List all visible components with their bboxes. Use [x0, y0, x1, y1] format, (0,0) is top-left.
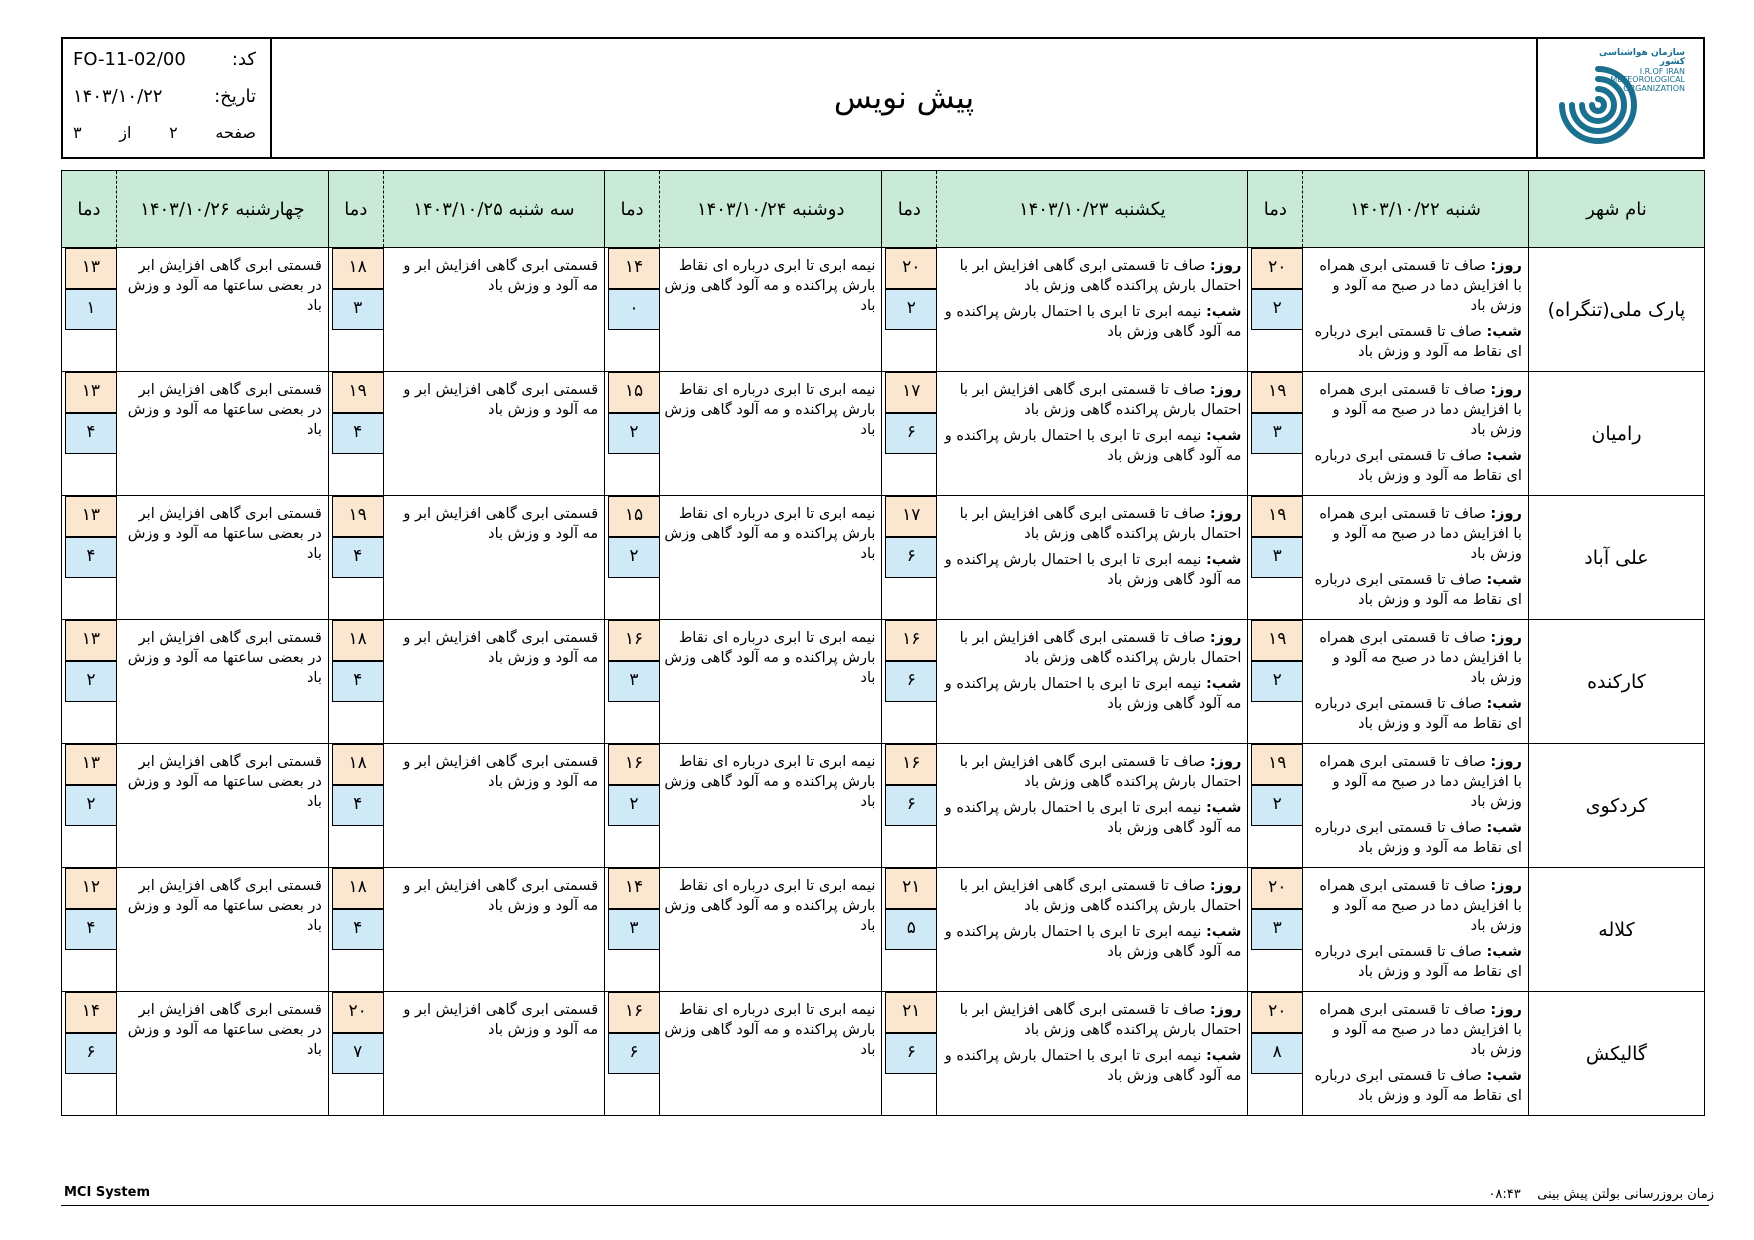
forecast-text: نیمه ابری تا ابری درباره ای نقاط بارش پراکنده و مه آلود گاهی وزش باد [664, 258, 876, 314]
min-temp: ۳ [608, 909, 660, 950]
min-temp: ۲ [885, 289, 937, 330]
document-header [61, 37, 1705, 159]
day-forecast [941, 256, 1241, 296]
max-temp: ۱۳ [65, 620, 117, 661]
min-temp: ۶ [608, 1033, 660, 1074]
temps-day-1 [1248, 248, 1303, 372]
forecast-desc-day-5 [116, 868, 328, 992]
night-label: شب: [1486, 324, 1522, 340]
max-temp: ۱۹ [332, 372, 384, 413]
day-forecast [941, 1000, 1241, 1040]
day-label: روز: [1209, 630, 1242, 646]
min-temp: ۳ [1251, 413, 1303, 454]
day-label: روز: [1209, 754, 1242, 770]
max-temp: ۱۸ [332, 620, 384, 661]
day-label: روز: [1490, 878, 1522, 894]
night-text: نیمه ابری تا ابری با احتمال بارش پراکنده و مه آلود گاهی وزش باد [944, 800, 1242, 836]
temps-day-5 [62, 992, 117, 1116]
min-temp: ۶ [885, 785, 937, 826]
forecast-desc-day-5 [116, 372, 328, 496]
temps-day-4 [328, 372, 383, 496]
forecast-desc-day-4 [383, 372, 604, 496]
temps-day-1 [1248, 496, 1303, 620]
max-temp: ۲۰ [1251, 248, 1303, 289]
night-label: شب: [1205, 428, 1242, 444]
night-forecast [1307, 1066, 1522, 1106]
city-name: پارک ملی(تنگراه) [1528, 248, 1704, 372]
min-temp: ۶ [885, 1033, 937, 1074]
max-temp: ۱۶ [885, 744, 937, 785]
forecast-text: قسمتی ابری گاهی افزایش ابر و مه آلود و وزش باد [403, 1002, 599, 1038]
forecast-text: قسمتی ابری گاهی افزایش ابر در بعضی ساعتها مه آلود و وزش باد [127, 1002, 322, 1058]
night-label: شب: [1205, 676, 1242, 692]
forecast-text: قسمتی ابری گاهی افزایش ابر و مه آلود و وزش باد [403, 878, 599, 914]
forecast-desc-day-4 [383, 744, 604, 868]
forecast-desc-day-1 [1303, 620, 1529, 744]
min-temp: ۴ [332, 785, 384, 826]
max-temp: ۲۱ [885, 868, 937, 909]
max-temp: ۱۵ [608, 496, 660, 537]
forecast-text: قسمتی ابری گاهی افزایش ابر در بعضی ساعتها مه آلود و وزش باد [127, 754, 322, 810]
day-header-4: سه شنبه ۱۴۰۳/۱۰/۲۵ [383, 171, 604, 248]
page-label: صفحه [215, 123, 256, 142]
update-time-value: ۰۸:۴۳ [1488, 1187, 1521, 1202]
forecast-desc-day-2 [937, 372, 1248, 496]
night-forecast [941, 302, 1241, 342]
day-text: صاف تا قسمتی ابری همراه با افزایش دما در صبح مه آلود و وزش باد [1319, 754, 1522, 810]
code-row [73, 49, 256, 70]
min-temp: ۰ [608, 289, 660, 330]
temps-day-2 [882, 744, 937, 868]
table-row [62, 620, 1705, 744]
max-temp: ۲۰ [1251, 868, 1303, 909]
temps-day-5 [62, 372, 117, 496]
day-header-3: دوشنبه ۱۴۰۳/۱۰/۲۴ [659, 171, 882, 248]
max-temp: ۱۹ [1251, 620, 1303, 661]
forecast-text: قسمتی ابری گاهی افزایش ابر و مه آلود و وزش باد [403, 754, 599, 790]
forecast-text: قسمتی ابری گاهی افزایش ابر در بعضی ساعتها مه آلود و وزش باد [127, 506, 322, 562]
day-text: صاف تا قسمتی ابری گاهی افزایش ابر با احتمال بارش پراکنده گاهی وزش باد [959, 878, 1242, 914]
forecast-desc-day-5 [116, 744, 328, 868]
temps-day-3 [605, 496, 660, 620]
temps-day-2 [882, 496, 937, 620]
day-text: صاف تا قسمتی ابری گاهی افزایش ابر با احتمال بارش پراکنده گاهی وزش باد [959, 506, 1242, 542]
night-forecast [1307, 570, 1522, 610]
day-text: صاف تا قسمتی ابری همراه با افزایش دما در صبح مه آلود و وزش باد [1319, 630, 1522, 686]
day-forecast [1307, 380, 1522, 440]
forecast-desc-day-1 [1303, 744, 1529, 868]
min-temp: ۶ [885, 661, 937, 702]
min-temp: ۴ [65, 413, 117, 454]
temps-day-1 [1248, 372, 1303, 496]
day-header-5: چهارشنبه ۱۴۰۳/۱۰/۲۶ [116, 171, 328, 248]
night-forecast [941, 1046, 1241, 1086]
forecast-desc-day-5 [116, 248, 328, 372]
logo-text-en-2: METEOROLOGICAL [1610, 75, 1685, 85]
forecast-desc-day-5 [116, 992, 328, 1116]
city-header: نام شهر [1528, 171, 1704, 248]
forecast-text: قسمتی ابری گاهی افزایش ابر در بعضی ساعتها مه آلود و وزش باد [127, 630, 322, 686]
temps-day-4 [328, 992, 383, 1116]
forecast-desc-day-3 [659, 744, 882, 868]
temps-day-3 [605, 620, 660, 744]
temps-day-2 [882, 248, 937, 372]
temps-day-3 [605, 372, 660, 496]
forecast-text: قسمتی ابری گاهی افزایش ابر در بعضی ساعتها مه آلود و وزش باد [127, 258, 322, 314]
day-header-1: شنبه ۱۴۰۳/۱۰/۲۲ [1303, 171, 1529, 248]
table-row [62, 744, 1705, 868]
temp-header-2: دما [882, 171, 937, 248]
forecast-desc-day-4 [383, 992, 604, 1116]
max-temp: ۱۴ [608, 868, 660, 909]
temps-day-2 [882, 868, 937, 992]
day-text: صاف تا قسمتی ابری گاهی افزایش ابر با احتمال بارش پراکنده گاهی وزش باد [959, 754, 1242, 790]
night-text: صاف تا قسمتی ابری درباره ای نقاط مه آلود و وزش باد [1314, 944, 1522, 980]
day-forecast [941, 628, 1241, 668]
page-total: ۳ [73, 123, 82, 142]
forecast-text: نیمه ابری تا ابری درباره ای نقاط بارش پراکنده و مه آلود گاهی وزش باد [664, 754, 876, 810]
min-temp: ۲ [608, 413, 660, 454]
forecast-desc-day-1 [1303, 372, 1529, 496]
table-row [62, 372, 1705, 496]
max-temp: ۱۸ [332, 744, 384, 785]
max-temp: ۱۸ [332, 868, 384, 909]
date-value: ۱۴۰۳/۱۰/۲۲ [73, 86, 163, 107]
temps-day-3 [605, 744, 660, 868]
date-row [73, 86, 256, 107]
update-time [1488, 1187, 1714, 1202]
min-temp: ۳ [1251, 909, 1303, 950]
table-header-row [62, 171, 1705, 248]
temps-day-2 [882, 372, 937, 496]
max-temp: ۱۳ [65, 496, 117, 537]
city-name: علی آباد [1528, 496, 1704, 620]
city-name: رامیان [1528, 372, 1704, 496]
date-label: تاریخ: [214, 86, 256, 107]
page-of: از [119, 123, 132, 142]
forecast-desc-day-2 [937, 744, 1248, 868]
min-temp: ۲ [1251, 785, 1303, 826]
forecast-desc-day-3 [659, 620, 882, 744]
forecast-text: نیمه ابری تا ابری درباره ای نقاط بارش پراکنده و مه آلود گاهی وزش باد [664, 382, 876, 438]
night-text: نیمه ابری تا ابری با احتمال بارش پراکنده و مه آلود گاهی وزش باد [944, 1048, 1242, 1084]
forecast-text: قسمتی ابری گاهی افزایش ابر و مه آلود و وزش باد [403, 630, 599, 666]
day-label: روز: [1490, 382, 1522, 398]
temps-day-3 [605, 248, 660, 372]
night-text: صاف تا قسمتی ابری درباره ای نقاط مه آلود و وزش باد [1314, 572, 1522, 608]
max-temp: ۱۶ [608, 992, 660, 1033]
day-forecast [1307, 628, 1522, 688]
code-value: FO-11-02/00 [73, 49, 186, 70]
night-text: صاف تا قسمتی ابری درباره ای نقاط مه آلود و وزش باد [1314, 1068, 1522, 1104]
night-text: نیمه ابری تا ابری با احتمال بارش پراکنده و مه آلود گاهی وزش باد [944, 676, 1242, 712]
max-temp: ۱۷ [885, 372, 937, 413]
forecast-text: نیمه ابری تا ابری درباره ای نقاط بارش پراکنده و مه آلود گاهی وزش باد [664, 878, 876, 934]
max-temp: ۱۹ [1251, 372, 1303, 413]
forecast-text: قسمتی ابری گاهی افزایش ابر در بعضی ساعتها مه آلود و وزش باد [127, 382, 322, 438]
forecast-text: قسمتی ابری گاهی افزایش ابر در بعضی ساعتها مه آلود و وزش باد [127, 878, 322, 934]
max-temp: ۱۹ [332, 496, 384, 537]
night-text: صاف تا قسمتی ابری درباره ای نقاط مه آلود و وزش باد [1314, 448, 1522, 484]
temps-day-5 [62, 496, 117, 620]
forecast-desc-day-1 [1303, 992, 1529, 1116]
day-label: روز: [1209, 506, 1242, 522]
temps-day-3 [605, 868, 660, 992]
table-row [62, 248, 1705, 372]
night-text: نیمه ابری تا ابری با احتمال بارش پراکنده و مه آلود گاهی وزش باد [944, 428, 1242, 464]
footer-divider [61, 1205, 1709, 1206]
max-temp: ۱۳ [65, 248, 117, 289]
temps-day-5 [62, 744, 117, 868]
night-forecast [941, 426, 1241, 466]
night-label: شب: [1486, 820, 1522, 836]
day-forecast [1307, 876, 1522, 936]
day-text: صاف تا قسمتی ابری گاهی افزایش ابر با احتمال بارش پراکنده گاهی وزش باد [959, 1002, 1242, 1038]
min-temp: ۲ [65, 785, 117, 826]
max-temp: ۲۱ [885, 992, 937, 1033]
max-temp: ۱۹ [1251, 744, 1303, 785]
city-name: کردکوی [1528, 744, 1704, 868]
night-label: شب: [1205, 304, 1242, 320]
forecast-desc-day-2 [937, 248, 1248, 372]
night-text: نیمه ابری تا ابری با احتمال بارش پراکنده و مه آلود گاهی وزش باد [944, 552, 1242, 588]
night-label: شب: [1205, 800, 1242, 816]
day-label: روز: [1209, 258, 1242, 274]
day-label: روز: [1209, 1002, 1242, 1018]
day-header-2: یکشنبه ۱۴۰۳/۱۰/۲۳ [937, 171, 1248, 248]
forecast-desc-day-4 [383, 248, 604, 372]
temps-day-2 [882, 620, 937, 744]
max-temp: ۲۰ [332, 992, 384, 1033]
forecast-desc-day-5 [116, 496, 328, 620]
max-temp: ۱۷ [885, 496, 937, 537]
night-forecast [1307, 446, 1522, 486]
night-label: شب: [1486, 696, 1522, 712]
system-name: MCI System [64, 1185, 150, 1200]
forecast-table [61, 170, 1705, 1116]
day-forecast [941, 380, 1241, 420]
day-label: روز: [1490, 1002, 1522, 1018]
temps-day-4 [328, 744, 383, 868]
max-temp: ۱۸ [332, 248, 384, 289]
min-temp: ۶ [65, 1033, 117, 1074]
forecast-desc-day-3 [659, 992, 882, 1116]
min-temp: ۶ [885, 413, 937, 454]
forecast-desc-day-4 [383, 620, 604, 744]
night-forecast [1307, 942, 1522, 982]
logo-caption [1597, 49, 1685, 93]
day-label: روز: [1490, 630, 1522, 646]
forecast-text: نیمه ابری تا ابری درباره ای نقاط بارش پراکنده و مه آلود گاهی وزش باد [664, 630, 876, 686]
max-temp: ۱۳ [65, 744, 117, 785]
min-temp: ۵ [885, 909, 937, 950]
update-label: زمان بروزرسانی بولتن پیش بینی [1537, 1187, 1714, 1202]
min-temp: ۷ [332, 1033, 384, 1074]
min-temp: ۴ [65, 537, 117, 578]
night-label: شب: [1486, 1068, 1522, 1084]
forecast-desc-day-4 [383, 868, 604, 992]
day-label: روز: [1490, 258, 1522, 274]
forecast-desc-day-1 [1303, 248, 1529, 372]
document-info [63, 39, 272, 157]
min-temp: ۲ [65, 661, 117, 702]
min-temp: ۳ [1251, 537, 1303, 578]
min-temp: ۴ [332, 909, 384, 950]
table-row [62, 868, 1705, 992]
logo-text-fa: سازمان هواشناسی کشور [1598, 48, 1685, 68]
forecast-desc-day-4 [383, 496, 604, 620]
temps-day-1 [1248, 744, 1303, 868]
night-text: صاف تا قسمتی ابری درباره ای نقاط مه آلود و وزش باد [1314, 820, 1522, 856]
forecast-desc-day-1 [1303, 496, 1529, 620]
night-forecast [941, 798, 1241, 838]
forecast-text: قسمتی ابری گاهی افزایش ابر و مه آلود و وزش باد [403, 506, 599, 542]
night-text: صاف تا قسمتی ابری درباره ای نقاط مه آلود و وزش باد [1314, 696, 1522, 732]
temp-header-3: دما [605, 171, 660, 248]
max-temp: ۱۵ [608, 372, 660, 413]
logo-text-en-3: ORGANIZATION [1623, 83, 1685, 93]
city-name: کارکنده [1528, 620, 1704, 744]
night-label: شب: [1205, 1048, 1242, 1064]
logo-text-en-1: I.R.OF IRAN [1639, 66, 1685, 76]
day-forecast [1307, 752, 1522, 812]
min-temp: ۴ [332, 413, 384, 454]
max-temp: ۲۰ [1251, 992, 1303, 1033]
min-temp: ۶ [885, 537, 937, 578]
night-forecast [1307, 694, 1522, 734]
forecast-desc-day-3 [659, 496, 882, 620]
table-row [62, 992, 1705, 1116]
forecast-desc-day-5 [116, 620, 328, 744]
day-label: روز: [1490, 506, 1522, 522]
forecast-desc-day-2 [937, 868, 1248, 992]
max-temp: ۱۴ [608, 248, 660, 289]
min-temp: ۳ [608, 661, 660, 702]
night-text: نیمه ابری تا ابری با احتمال بارش پراکنده و مه آلود گاهی وزش باد [944, 924, 1242, 960]
temp-header-5: دما [62, 171, 117, 248]
page-title: پیش نویس [833, 80, 975, 116]
night-label: شب: [1205, 924, 1242, 940]
min-temp: ۸ [1251, 1033, 1303, 1074]
temps-day-1 [1248, 620, 1303, 744]
max-temp: ۱۶ [608, 744, 660, 785]
min-temp: ۲ [1251, 289, 1303, 330]
day-text: صاف تا قسمتی ابری همراه با افزایش دما در صبح مه آلود و وزش باد [1319, 878, 1522, 934]
temps-day-4 [328, 248, 383, 372]
max-temp: ۲۰ [885, 248, 937, 289]
night-label: شب: [1486, 448, 1522, 464]
night-forecast [941, 674, 1241, 714]
day-label: روز: [1209, 878, 1242, 894]
night-label: شب: [1486, 944, 1522, 960]
logo-cell [1536, 39, 1703, 157]
min-temp: ۴ [65, 909, 117, 950]
temps-day-4 [328, 868, 383, 992]
day-text: صاف تا قسمتی ابری همراه با افزایش دما در صبح مه آلود و وزش باد [1319, 382, 1522, 438]
night-forecast [941, 922, 1241, 962]
max-temp: ۱۳ [65, 372, 117, 413]
temps-day-3 [605, 992, 660, 1116]
max-temp: ۱۶ [885, 620, 937, 661]
forecast-desc-day-2 [937, 992, 1248, 1116]
forecast-desc-day-3 [659, 868, 882, 992]
temp-header-4: دما [328, 171, 383, 248]
night-label: شب: [1205, 552, 1242, 568]
min-temp: ۲ [1251, 661, 1303, 702]
min-temp: ۳ [332, 289, 384, 330]
day-text: صاف تا قسمتی ابری گاهی افزایش ابر با احتمال بارش پراکنده گاهی وزش باد [959, 382, 1242, 418]
night-text: نیمه ابری تا ابری با احتمال بارش پراکنده و مه آلود گاهی وزش باد [944, 304, 1242, 340]
day-forecast [1307, 256, 1522, 316]
min-temp: ۴ [332, 661, 384, 702]
night-label: شب: [1486, 572, 1522, 588]
max-temp: ۱۶ [608, 620, 660, 661]
forecast-text: قسمتی ابری گاهی افزایش ابر و مه آلود و وزش باد [403, 258, 599, 294]
forecast-desc-day-2 [937, 496, 1248, 620]
temps-day-5 [62, 620, 117, 744]
temps-day-5 [62, 868, 117, 992]
temps-day-1 [1248, 868, 1303, 992]
temp-header-1: دما [1248, 171, 1303, 248]
page-row [73, 123, 256, 142]
forecast-desc-day-1 [1303, 868, 1529, 992]
day-text: صاف تا قسمتی ابری همراه با افزایش دما در صبح مه آلود و وزش باد [1319, 258, 1522, 314]
day-forecast [941, 752, 1241, 792]
temps-day-4 [328, 496, 383, 620]
forecast-text: نیمه ابری تا ابری درباره ای نقاط بارش پراکنده و مه آلود گاهی وزش باد [664, 506, 876, 562]
night-text: صاف تا قسمتی ابری درباره ای نقاط مه آلود و وزش باد [1314, 324, 1522, 360]
forecast-desc-day-3 [659, 372, 882, 496]
night-forecast [1307, 322, 1522, 362]
day-forecast [941, 876, 1241, 916]
day-forecast [1307, 1000, 1522, 1060]
temps-day-5 [62, 248, 117, 372]
day-forecast [1307, 504, 1522, 564]
day-text: صاف تا قسمتی ابری همراه با افزایش دما در صبح مه آلود و وزش باد [1319, 506, 1522, 562]
city-name: گالیکش [1528, 992, 1704, 1116]
day-label: روز: [1490, 754, 1522, 770]
table-row [62, 496, 1705, 620]
min-temp: ۲ [608, 785, 660, 826]
min-temp: ۲ [608, 537, 660, 578]
min-temp: ۱ [65, 289, 117, 330]
min-temp: ۴ [332, 537, 384, 578]
code-label: کد: [231, 49, 256, 70]
day-forecast [941, 504, 1241, 544]
day-text: صاف تا قسمتی ابری گاهی افزایش ابر با احتمال بارش پراکنده گاهی وزش باد [959, 258, 1242, 294]
max-temp: ۱۴ [65, 992, 117, 1033]
forecast-text: نیمه ابری تا ابری درباره ای نقاط بارش پراکنده و مه آلود گاهی وزش باد [664, 1002, 876, 1058]
forecast-text: قسمتی ابری گاهی افزایش ابر و مه آلود و وزش باد [403, 382, 599, 418]
night-forecast [941, 550, 1241, 590]
temps-day-1 [1248, 992, 1303, 1116]
forecast-desc-day-2 [937, 620, 1248, 744]
forecast-desc-day-3 [659, 248, 882, 372]
max-temp: ۱۹ [1251, 496, 1303, 537]
night-forecast [1307, 818, 1522, 858]
day-text: صاف تا قسمتی ابری گاهی افزایش ابر با احتمال بارش پراکنده گاهی وزش باد [959, 630, 1242, 666]
forecast-table-body [62, 248, 1705, 1116]
page-number: ۲ [169, 123, 178, 142]
city-name: کلاله [1528, 868, 1704, 992]
temps-day-4 [328, 620, 383, 744]
temps-day-2 [882, 992, 937, 1116]
day-label: روز: [1209, 382, 1242, 398]
max-temp: ۱۲ [65, 868, 117, 909]
day-text: صاف تا قسمتی ابری همراه با افزایش دما در صبح مه آلود و وزش باد [1319, 1002, 1522, 1058]
